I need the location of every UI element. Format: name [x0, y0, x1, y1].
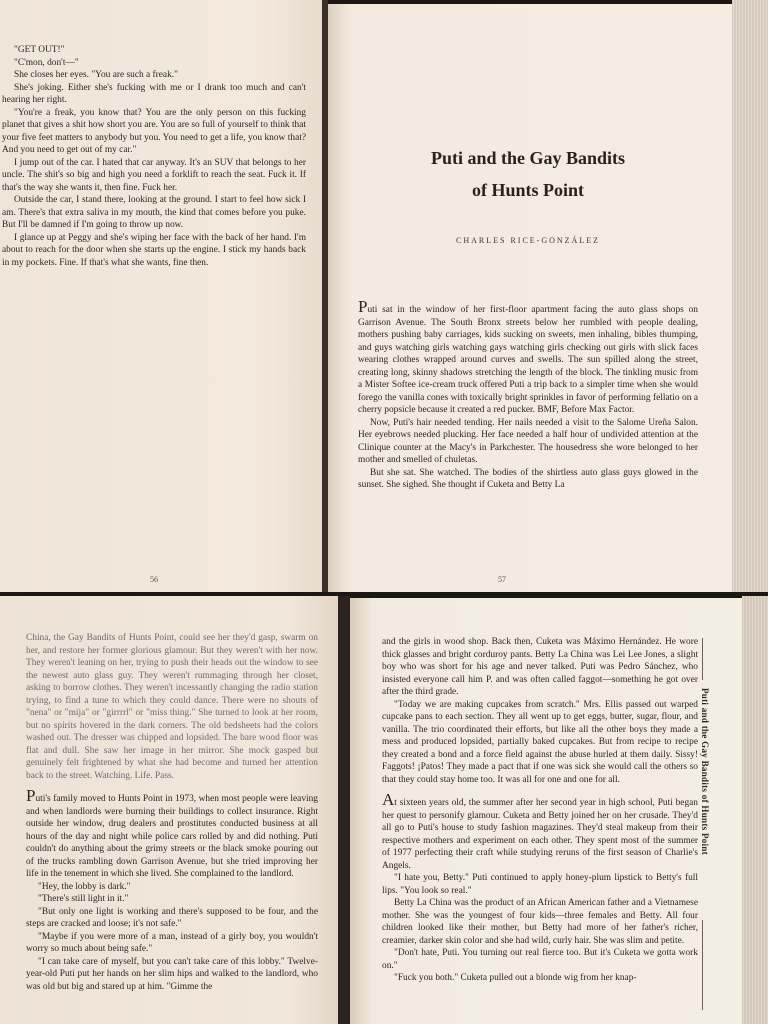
page-58-text: [26, 632, 318, 993]
paragraph: "Don't hate, Puti. You turning out real fierce too. But it's Cuketa we gotta work on.": [382, 948, 698, 971]
paragraph: "Maybe if you were more of a man, instead of a girly boy, you wouldn't worry so much about being safe.": [26, 931, 318, 954]
paragraph: "There's still light in it.": [38, 894, 129, 904]
paragraph: "I can take care of myself, but you can't take care of this lobby." Twelve-year-old Puti put her hands on her slim hips and walked to the landlord, who was old but big and stared up at him. "Gimme the: [26, 956, 318, 992]
page-56-text: [2, 44, 306, 269]
page-number: 56: [150, 575, 158, 584]
page-57-text: [358, 297, 698, 492]
paragraph: Puti sat in the window of her first-floor apartment facing the auto glass shops on Garrison Avenue. The South Bronx streets below her rumbled with people dealing, mothers pushing baby carriages, kids sucking on sweets, men inhaling, bibles thumping, and guys watching girls watching gays watching girls checking out girls with slick faces wearing clothes wrapped around curves and swells. The sun spilled along the street, creating long, skinny shadows stretching the length of the block. The tinkling music from a Mister Softee ice-cream truck offered Puti a trip back to a simpler time when she would forego the vanilla cones with toxically bright sprinkles in favor of performing fellatio on a cherry popsicle because it created a red pucker. BMF, Before Max Factor.: [358, 297, 698, 415]
page-59-text: [382, 636, 698, 985]
paragraph: Outside the car, I stand there, looking at the ground. I start to feel how sick I am. There's that extra saliva in my mouth, the kind that comes before you puke. But I'll be damned if I'm going to throw up now.: [2, 195, 306, 230]
page-59: [350, 598, 742, 1024]
paragraph: "You're a freak, you know that? You are the only person on this fucking planet that gives a shit how short you are. You are so full of yourself to think that your five feet matters to anybody but you. You need to get a life, you know that? And you need to get out of my car.": [2, 107, 306, 155]
paragraph: "Hey, the lobby is dark.": [38, 881, 131, 892]
page-edges-top: [732, 0, 768, 592]
paragraph: At sixteen years old, the summer after her second year in high school, Puti began her quest to personify glamour. Cuketa and Betty joined her on her crusade. They'd all go to Puti's house to study fashion magazines. They'd steal makeup from their respective mothers and experiment on each other. They spent most of the summer of 1977 perfecting their craft while studying reruns of the first season of Charlie's Angels.: [382, 790, 698, 871]
page-number: 57: [498, 575, 506, 584]
paragraph: Now, Puti's hair needed tending. Her nails needed a visit to the Salome Ureña Salon. Her eyebrows needed plucking. Her face needed a half hour of undivided attention at the Clinique counter at the Macy's in Parkchester. The housedress she wore belonged to her mother and smelled of chuletas.: [358, 417, 698, 465]
paragraph: Puti's family moved to Hunts Point in 1973, when most people were leaving and when landlords were burning their buildings to collect insurance. Right outside her window, drug dealers and prostitutes conducted business at all hours of the day and night while police cars rolled by and did nothing. Puti couldn't do anything about the grimy streets or the black smoke pouring out of the trucks rambling down Garrison Avenue, but she tried improving her life in the tenement in which she lived. She complained to the landlord.: [26, 786, 318, 879]
paragraph: Betty La China was the product of an African American father and a Vietnamese mother. She was the youngest of four kids—three females and Betty. All four children looked like their mother, but Betty had more of her father's richer, creamier, darker skin color and she had wild, curly hair. She was slim and petite.: [382, 898, 698, 946]
chapter-title-line-2: of Hunts Point: [471, 180, 585, 200]
paragraph: She's joking. Either she's fucking with me or I drank too much and can't hearing her right.: [2, 82, 306, 105]
paragraph: "I hate you, Betty." Puti continued to apply honey-plum lipstick to Betty's full lips. "You look so real.": [382, 873, 698, 896]
paragraph: But she sat. She watched. The bodies of the shirtless auto glass guys glowed in the sunset. She sighed. She thought if Cuketa and Betty La: [358, 467, 698, 490]
page-56: [0, 0, 322, 592]
chapter-title-line-1: Puti and the Gay Bandits: [430, 148, 626, 168]
book-gutter-bottom: [338, 596, 350, 1024]
page-57: [328, 4, 732, 592]
running-head-rule: [702, 638, 703, 680]
paragraph: and the girls in wood shop. Back then, Cuketa was Máximo Hernández. He wore thick glasses and bright corduroy pants. Betty La China was Lei Lee Jones, a slight boy who was short for his age and never talked. Puti was Pedro Sánchez, who insisted everyone call him P. and was often called faggot—something he got over after the third grade.: [382, 637, 698, 697]
page-58: [0, 596, 338, 1024]
paragraph: I glance up at Peggy and she's wiping her face with the back of her hand. I'm about to reach for the door when she starts up the engine. I stick my hands back in my pockets. Fine. If that's what she wants, fine then.: [2, 232, 306, 268]
paragraph: She closes her eyes. "You are such a freak.": [14, 70, 178, 80]
paragraph: "Fuck you both." Cuketa pulled out a blonde wig from her knap-: [394, 973, 637, 983]
paragraph: "Today we are making cupcakes from scratch." Mrs. Ellis passed out warped cupcake pans to each section. They all went up to get eggs, butter, sugar, flour, and vanilla. The trio coordinated their efforts, but like all the other boys they made a mess and produced lopsided, partially baked cupcakes. But from recipe to recipe they created a bond and a force field against the abuse hurled at them daily. Sissy! Faggots! ¡Patos! They made a pact that if one was sick she would call the others so that they could stay home too. It was all for one and one for all.: [382, 699, 698, 785]
paragraph: "C'mon, don't—": [14, 57, 79, 68]
page-edges-bottom: [742, 596, 768, 1024]
paragraph: "But only one light is working and there's supposed to be four, and the steps are cracked and loose; it's not safe.": [26, 906, 318, 929]
paragraph: "GET OUT!": [14, 45, 65, 55]
paragraph: I jump out of the car. I hated that car anyway. It's an SUV that belongs to her uncle. The shit's so big and high you need a forklift to reach the seat. Fuck it. If that's the way she wants it, then fine. Fuck her.: [2, 157, 306, 193]
author-name: CHARLES RICE-GONZÁLEZ: [456, 236, 600, 245]
running-head: Puti and the Gay Bandits of Hunts Point: [700, 688, 710, 855]
paragraph-faded: China, the Gay Bandits of Hunts Point, could see her they'd gasp, swarm on her, and restore her former glorious glamour. But they weren't with her now. They weren't leaning on her, trying to push their heads out the window to see the newest auto glass guy. They weren't rummaging through her closet, asking to borrow clothes. They weren't incessantly changing the radio station trying, to find a tune to which they could dance. There were no shouts of "nena" or "mija" or "girrrrl" or "miss thing." She turned to look at her room, but no spirits hovered in the dark corners. The old bedsheets had the colors washed out. The dresser was chipped and lopsided. The bare wood floor was flat and dull. She saw her image in her mirror. She mock gasped but genuinely felt frightened by what she had become and turned her attention back to the street. Watching. Life. Pass.: [26, 633, 318, 781]
running-head-rule: [702, 920, 703, 1010]
